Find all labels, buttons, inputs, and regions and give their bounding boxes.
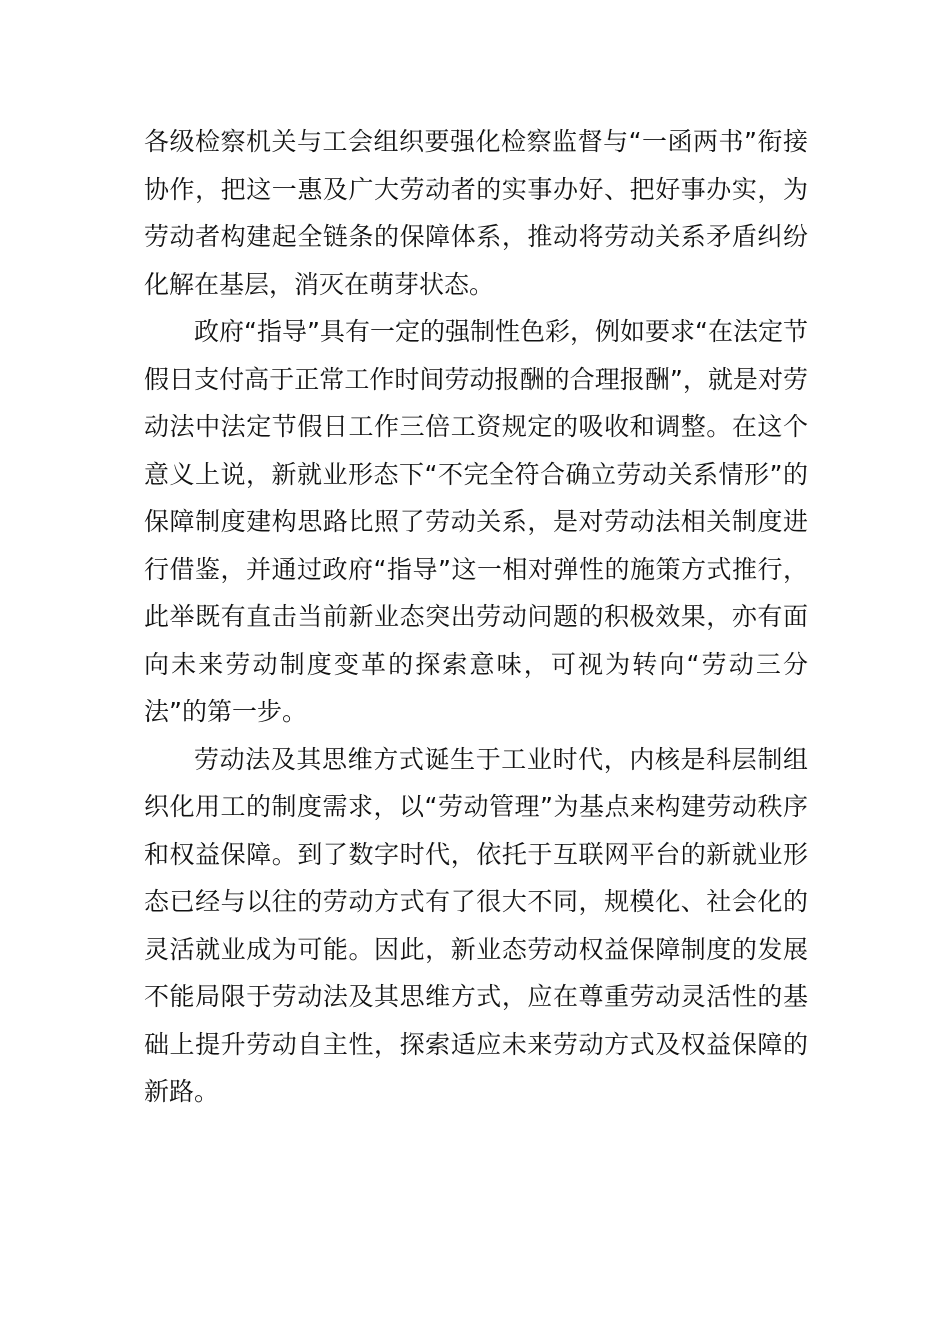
paragraph-1: 各级检察机关与工会组织要强化检察监督与“一函两书”衔接协作，把这一惠及广大劳动者的实事办好、把好事办实，为劳动者构建起全链条的保障体系，推动将劳动关系矛盾纠纷化解在基层，消灭在萌芽状态。	[144, 127, 808, 299]
paragraph-2: 政府“指导”具有一定的强制性色彩，例如要求“在法定节假日支付高于正常工作时间劳动报酬的合理报酬”，就是对劳动法中法定节假日工作三倍工资规定的吸收和调整。在这个意义上说，新就业形态下“不完全符合确立劳动关系情形”的保障制度建构思路比照了劳动关系，是对劳动法相关制度进行借鉴，并通过政府“指导”这一相对弹性的施策方式推行，此举既有直击当前新业态突出劳动问题的积极效果，亦有面向未来劳动制度变革的探索意味，可视为转向“劳动三分法”的第一步。	[144, 317, 808, 726]
paragraph-3: 劳动法及其思维方式诞生于工业时代，内核是科层制组织化用工的制度需求，以“劳动管理”为基点来构建劳动秩序和权益保障。到了数字时代，依托于互联网平台的新就业形态已经与以往的劳动方式有了很大不同，规模化、社会化的灵活就业成为可能。因此，新业态劳动权益保障制度的发展不能局限于劳动法及其思维方式，应在尊重劳动灵活性的基础上提升劳动自主性，探索适应未来劳动方式及权益保障的新路。	[144, 744, 808, 1106]
document-body	[144, 118, 808, 1116]
